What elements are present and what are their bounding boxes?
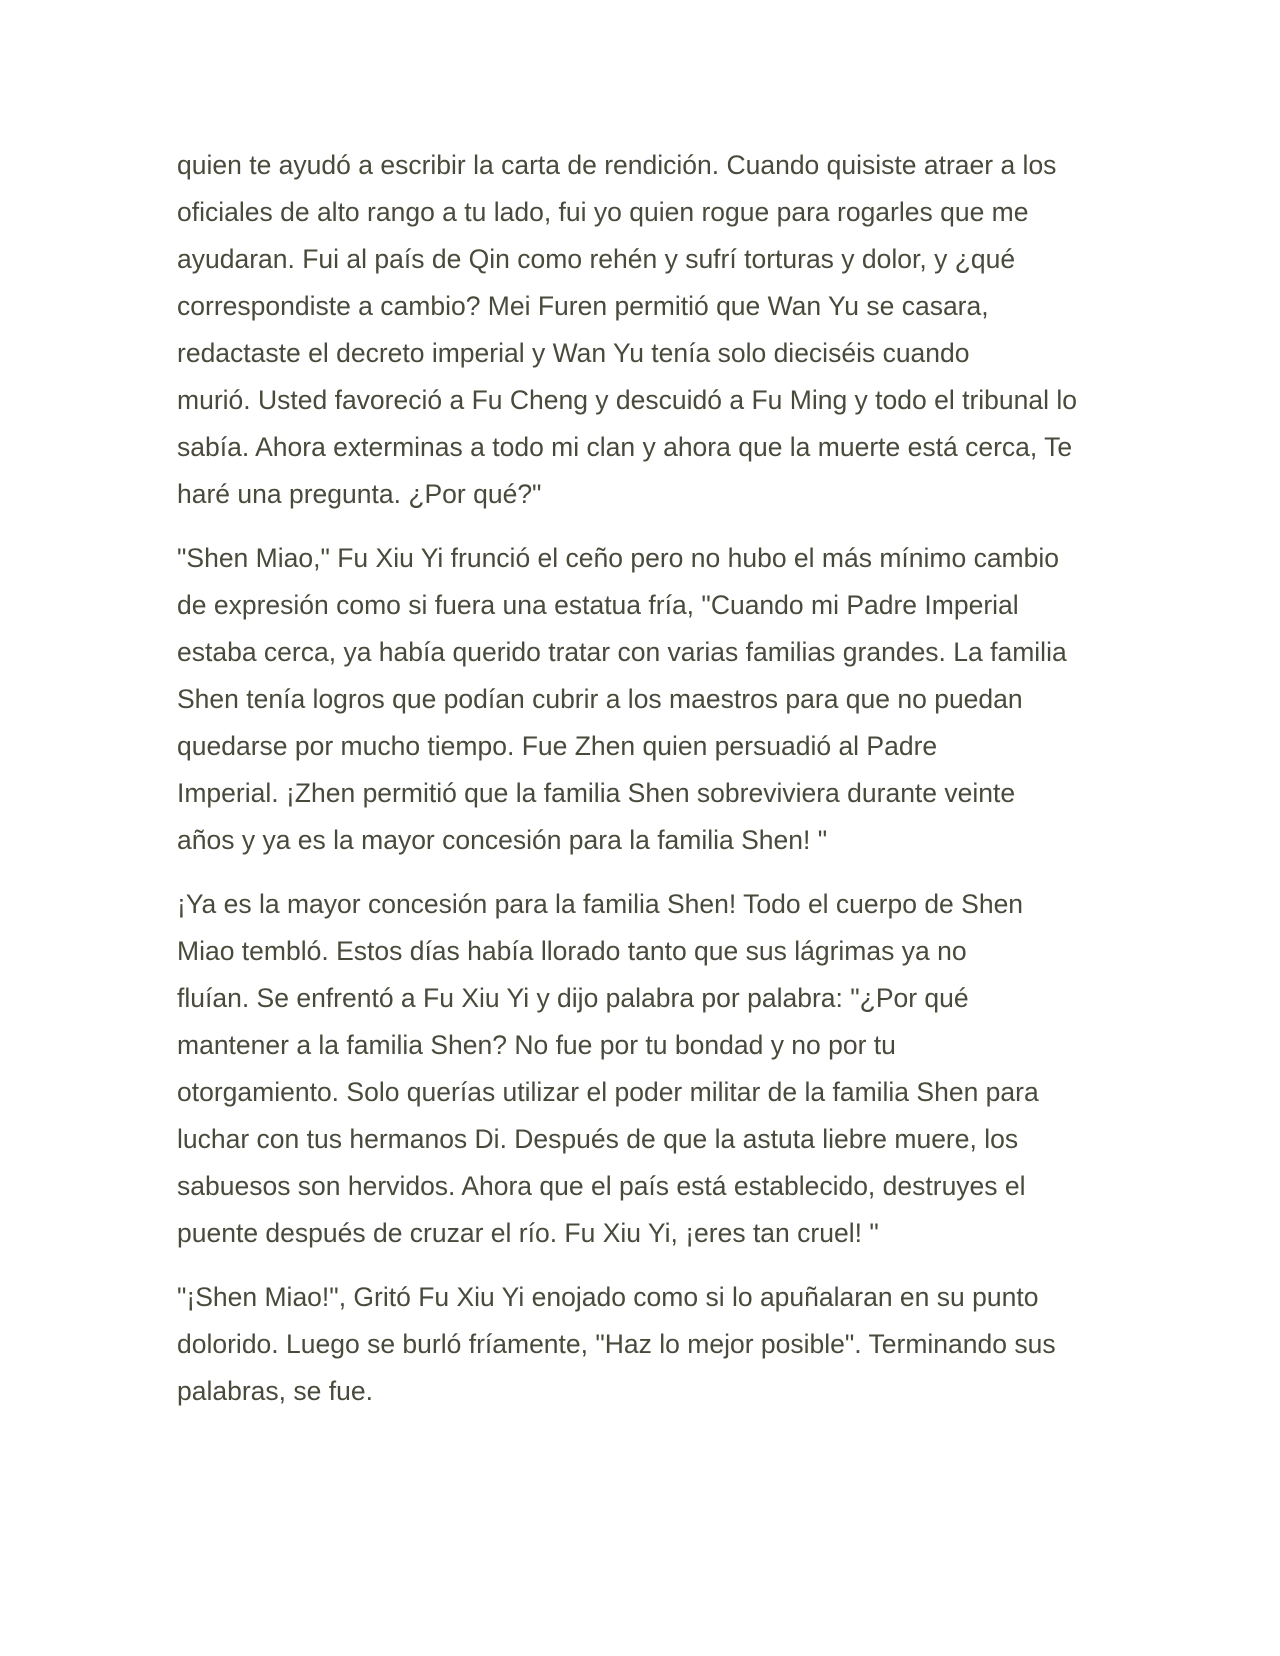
text-line: "¡Shen Miao!", Gritó Fu Xiu Yi enojado como si lo apuñalaran en su punto xyxy=(177,1282,1039,1312)
text-line: dolorido. Luego se burló fríamente, "Haz lo mejor posible". Terminando sus xyxy=(177,1329,1056,1359)
paragraph-1 xyxy=(177,142,1117,518)
text-line: ¡Ya es la mayor concesión para la familia Shen! Todo el cuerpo de Shen xyxy=(177,889,1024,919)
text-line: correspondiste a cambio? Mei Furen permitió que Wan Yu se casara, xyxy=(177,291,989,321)
text-line: luchar con tus hermanos Di. Después de que la astuta liebre muere, los xyxy=(177,1124,1019,1154)
text-line: palabras, se fue. xyxy=(177,1376,373,1406)
text-line: de expresión como si fuera una estatua fría, "Cuando mi Padre Imperial xyxy=(177,590,1019,620)
text-line: estaba cerca, ya había querido tratar con varias familias grandes. La familia xyxy=(177,637,1067,667)
text-line: Shen tenía logros que podían cubrir a los maestros para que no puedan xyxy=(177,684,1023,714)
text-line: quedarse por mucho tiempo. Fue Zhen quien persuadió al Padre xyxy=(177,731,938,761)
text-line: años y ya es la mayor concesión para la familia Shen! " xyxy=(177,825,828,855)
paragraph-2 xyxy=(177,535,1117,864)
text-line: sabuesos son hervidos. Ahora que el país está establecido, destruyes el xyxy=(177,1171,1026,1201)
text-line: sabía. Ahora exterminas a todo mi clan y ahora que la muerte está cerca, Te xyxy=(177,432,1073,462)
text-line: oficiales de alto rango a tu lado, fui yo quien rogue para rogarles que me xyxy=(177,197,1029,227)
text-line: puente después de cruzar el río. Fu Xiu Yi, ¡eres tan cruel! " xyxy=(177,1218,879,1248)
text-line: Miao tembló. Estos días había llorado tanto que sus lágrimas ya no xyxy=(177,936,967,966)
text-line: ayudaran. Fui al país de Qin como rehén y sufrí torturas y dolor, y ¿qué xyxy=(177,244,1016,274)
text-line: redactaste el decreto imperial y Wan Yu tenía solo dieciséis cuando xyxy=(177,338,970,368)
text-line: "Shen Miao," Fu Xiu Yi frunció el ceño pero no hubo el más mínimo cambio xyxy=(177,543,1059,573)
document-body xyxy=(177,142,1117,1432)
text-line: haré una pregunta. ¿Por qué?" xyxy=(177,479,542,509)
paragraph-3 xyxy=(177,881,1117,1257)
text-line: fluían. Se enfrentó a Fu Xiu Yi y dijo palabra por palabra: "¿Por qué xyxy=(177,983,969,1013)
paragraph-4 xyxy=(177,1274,1117,1415)
text-line: mantener a la familia Shen? No fue por tu bondad y no por tu xyxy=(177,1030,896,1060)
text-line: murió. Usted favoreció a Fu Cheng y descuidó a Fu Ming y todo el tribunal lo xyxy=(177,385,1077,415)
text-line: otorgamiento. Solo querías utilizar el poder militar de la familia Shen para xyxy=(177,1077,1039,1107)
text-line: quien te ayudó a escribir la carta de rendición. Cuando quisiste atraer a los xyxy=(177,150,1057,180)
text-line: Imperial. ¡Zhen permitió que la familia Shen sobreviviera durante veinte xyxy=(177,778,1016,808)
